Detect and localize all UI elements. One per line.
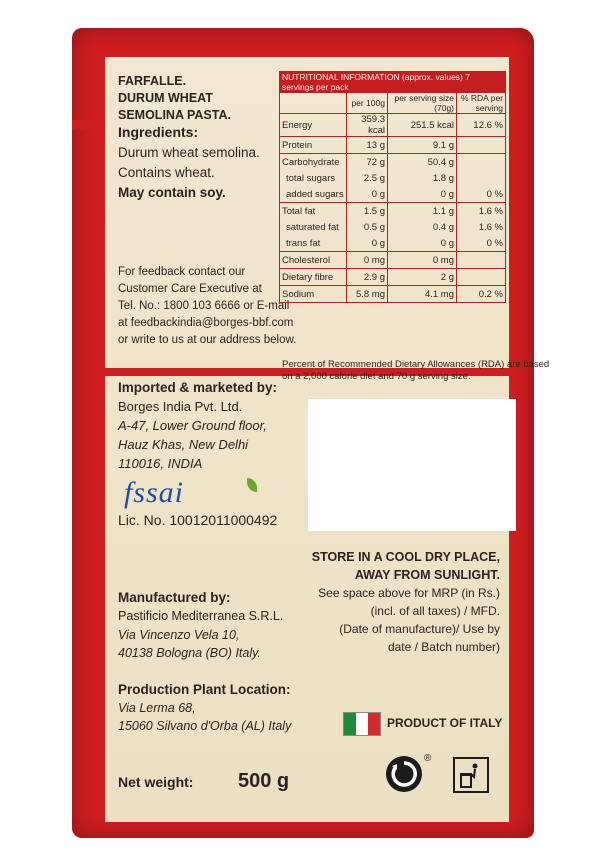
importer-title: Imported & marketed by: bbox=[118, 380, 278, 395]
fssai-logo: fssai bbox=[124, 476, 185, 509]
product-origin: PRODUCT OF ITALY bbox=[387, 716, 503, 730]
nutrient-per100: 72 g bbox=[347, 154, 388, 171]
nutrition-footnote: Percent of Recommended Dietary Allowances (RDA) are based on a 2,000 calorie diet and 70 g serving size. bbox=[282, 359, 550, 382]
nutrition-col-blank bbox=[280, 93, 347, 114]
nutrient-label: Total fat bbox=[280, 203, 347, 220]
nutrient-label: saturated fat bbox=[280, 219, 347, 235]
nutrient-label: Dietary fibre bbox=[280, 269, 347, 286]
nutrition-col-per100: per 100g bbox=[347, 93, 388, 114]
plant-address: Via Lerma 68, 15060 Silvano d'Orba (AL) Italy bbox=[118, 701, 292, 733]
nutrient-per100: 5.8 mg bbox=[347, 286, 388, 303]
nutrient-label: added sugars bbox=[280, 186, 347, 203]
registered-mark: ® bbox=[424, 753, 432, 764]
nutrition-row bbox=[280, 114, 506, 137]
importer-company: Borges India Pvt. Ltd. bbox=[118, 399, 243, 414]
nutrition-row bbox=[280, 154, 506, 171]
nutrient-rda bbox=[457, 269, 506, 286]
no-littering-bin-icon bbox=[453, 757, 489, 793]
manufacturer-address: Via Vincenzo Vela 10, 40138 Bologna (BO) Italy. bbox=[118, 628, 261, 660]
net-weight-value: 500 g bbox=[238, 770, 290, 792]
feedback-text: For feedback contact our Customer Care Executive at Tel. No.: 1800 103 6666 or E-mail at feedbackindia@borges-bbf.com or write to us at our address below. bbox=[118, 266, 297, 346]
nutrient-rda: 1.6 % bbox=[457, 219, 506, 235]
mrp-batch-blank-area bbox=[308, 399, 516, 531]
nutrient-serving: 50.4 g bbox=[388, 154, 457, 171]
italy-flag-icon bbox=[343, 712, 381, 736]
ingredients-list: Durum wheat semolina. Contains wheat. May contain soy. bbox=[118, 145, 260, 200]
nutrient-serving: 4.1 mg bbox=[388, 286, 457, 303]
ingredients-title: Ingredients: bbox=[118, 124, 199, 140]
nutrient-rda: 0.2 % bbox=[457, 286, 506, 303]
recycle-icon bbox=[386, 756, 422, 792]
nutrient-per100: 0 g bbox=[347, 235, 388, 252]
nutrient-serving: 1.1 g bbox=[388, 203, 457, 220]
importer-address: A-47, Lower Ground floor, Hauz Khas, New Delhi 110016, INDIA bbox=[118, 418, 267, 471]
product-name: FARFALLE. DURUM WHEAT SEMOLINA PASTA. bbox=[118, 74, 231, 122]
nutrient-serving: 0 g bbox=[388, 235, 457, 252]
nutrient-per100: 13 g bbox=[347, 137, 388, 154]
nutrient-serving: 0 g bbox=[388, 186, 457, 203]
nutrition-row bbox=[280, 235, 506, 252]
nutrient-rda: 0 % bbox=[457, 235, 506, 252]
nutrition-col-rda: % RDA per serving bbox=[457, 93, 506, 114]
nutrient-rda bbox=[457, 252, 506, 269]
nutrient-rda bbox=[457, 154, 506, 171]
nutrient-rda bbox=[457, 137, 506, 154]
nutrition-row bbox=[280, 186, 506, 203]
fssai-licence: Lic. No. 10012011000492 bbox=[118, 512, 278, 528]
net-weight-label: Net weight: bbox=[118, 774, 194, 790]
nutrient-serving: 9.1 g bbox=[388, 137, 457, 154]
nutrient-label: Cholesterol bbox=[280, 252, 347, 269]
nutrient-label: trans fat bbox=[280, 235, 347, 252]
nutrient-per100: 1.5 g bbox=[347, 203, 388, 220]
nutrient-per100: 0.5 g bbox=[347, 219, 388, 235]
nutrient-rda: 1.6 % bbox=[457, 203, 506, 220]
nutrient-serving: 0 mg bbox=[388, 252, 457, 269]
nutrient-label: Energy bbox=[280, 114, 347, 137]
nutrient-per100: 0 mg bbox=[347, 252, 388, 269]
nutrition-table bbox=[279, 71, 506, 303]
nutrition-row bbox=[280, 269, 506, 286]
nutrition-col-serving: per serving size (70g) bbox=[388, 93, 457, 114]
nutrient-label: total sugars bbox=[280, 170, 347, 186]
nutrient-serving: 1.8 g bbox=[388, 170, 457, 186]
nutrition-row bbox=[280, 219, 506, 235]
nutrition-row bbox=[280, 137, 506, 154]
nutrient-label: Carbohydrate bbox=[280, 154, 347, 171]
nutrition-row bbox=[280, 286, 506, 303]
nutrient-label: Sodium bbox=[280, 286, 347, 303]
nutrition-title: NUTRITIONAL INFORMATION (approx. values) 7 servings per pack bbox=[280, 72, 506, 93]
manufacturer-company: Pastificio Mediterranea S.R.L. bbox=[118, 609, 284, 623]
nutrition-row bbox=[280, 170, 506, 186]
nutrition-row bbox=[280, 252, 506, 269]
nutrient-serving: 0.4 g bbox=[388, 219, 457, 235]
storage-title: STORE IN A COOL DRY PLACE, AWAY FROM SUNLIGHT. bbox=[311, 550, 500, 582]
nutrient-per100: 2.9 g bbox=[347, 269, 388, 286]
nutrition-row bbox=[280, 203, 506, 220]
red-divider-band-left bbox=[72, 120, 105, 130]
nutrient-serving: 2 g bbox=[388, 269, 457, 286]
nutrient-rda: 12.6 % bbox=[457, 114, 506, 137]
nutrient-per100: 359.3 kcal bbox=[347, 114, 388, 137]
nutrient-serving: 251.5 kcal bbox=[388, 114, 457, 137]
nutrient-rda: 0 % bbox=[457, 186, 506, 203]
nutrient-label: Protein bbox=[280, 137, 347, 154]
nutrient-rda bbox=[457, 170, 506, 186]
storage-info: See space above for MRP (in Rs.) (incl. of all taxes) / MFD. (Date of manufacture)/ Use by date / Batch number) bbox=[318, 586, 500, 654]
nutrient-per100: 0 g bbox=[347, 186, 388, 203]
manufacturer-title: Manufactured by: bbox=[118, 590, 231, 605]
plant-title: Production Plant Location: bbox=[118, 682, 291, 697]
nutrient-per100: 2.5 g bbox=[347, 170, 388, 186]
